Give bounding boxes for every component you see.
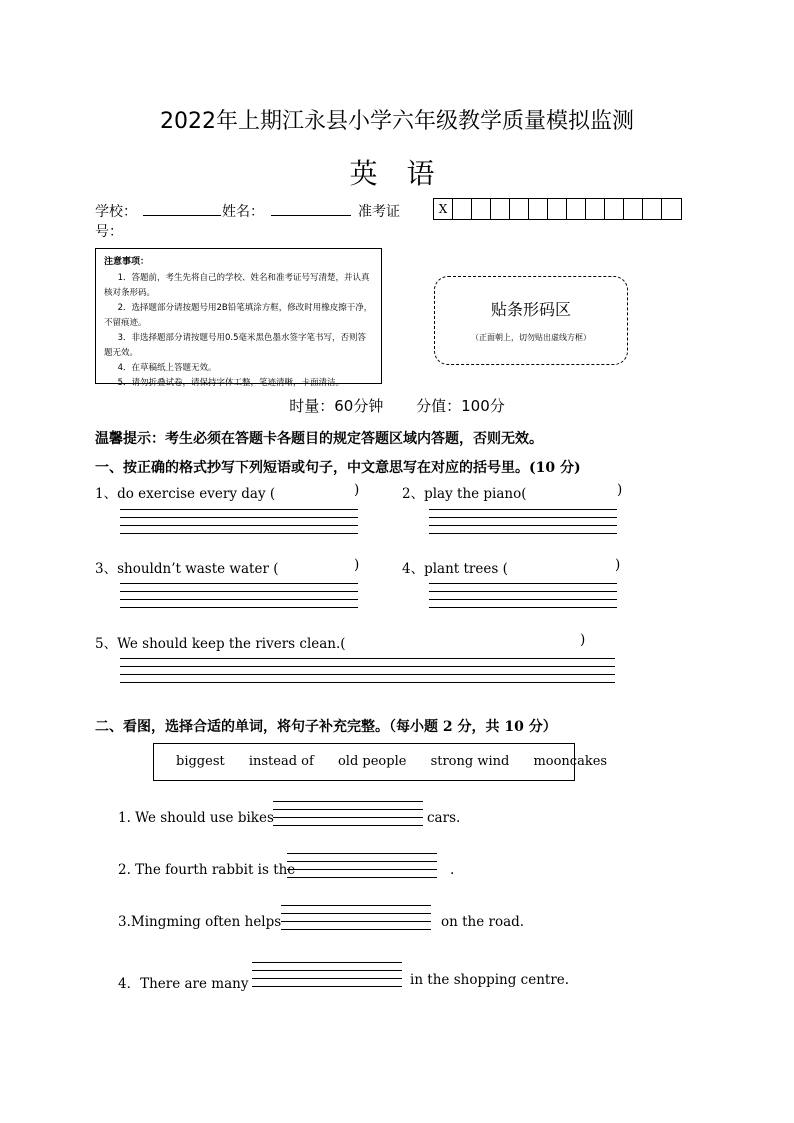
answer-lines[interactable] xyxy=(120,583,358,615)
exam-tip: 温馨提示：考生必须在答题卡各题目的规定答题区域内答题，否则无效。 xyxy=(95,431,543,447)
sentence-end: cars. xyxy=(427,810,461,826)
exam-time: 时量：60分钟 xyxy=(289,397,384,415)
notes-item: 3．非选择题部分请按题号用0.5毫米黑色墨水签字笔书写，否则答题无效。 xyxy=(104,333,367,358)
word-option: biggest xyxy=(176,754,225,769)
notes-item: 1．答题前，考生先将自己的学校、姓名和准考证号写清楚，并认真核对条形码。 xyxy=(104,273,370,298)
exam-id-cell[interactable] xyxy=(491,199,510,219)
school-field[interactable] xyxy=(143,215,221,216)
answer-lines[interactable] xyxy=(287,853,437,885)
question-text: 2、play the piano( xyxy=(402,486,527,502)
subject-title: 英 语 xyxy=(349,157,445,190)
question-close-paren: ) xyxy=(580,632,586,648)
exam-id-cell[interactable] xyxy=(548,199,567,219)
answer-lines[interactable] xyxy=(429,509,617,541)
exam-id-cell[interactable]: X xyxy=(434,199,453,219)
answer-lines[interactable] xyxy=(273,801,423,833)
exam-id-cell[interactable] xyxy=(453,199,472,219)
sentence-start: 3.Mingming often helps xyxy=(118,914,282,930)
notes-item: 2．选择题部分请按题号用2B铅笔填涂方框，修改时用橡皮擦干净，不留痕迹。 xyxy=(104,303,373,328)
exam-id-cell[interactable] xyxy=(662,199,681,219)
word-option: mooncakes xyxy=(533,754,608,769)
answer-lines[interactable] xyxy=(281,905,431,937)
question-close-paren: ) xyxy=(617,482,623,498)
exam-score: 分值：100分 xyxy=(416,397,505,415)
name-field[interactable] xyxy=(271,215,351,216)
question-text: 4、plant trees ( xyxy=(402,561,508,577)
exam-id-cell[interactable] xyxy=(605,199,624,219)
sentence-end: in the shopping centre. xyxy=(410,972,570,988)
notes-item: 4．在草稿纸上答题无效。 xyxy=(117,363,217,373)
notes-title: 注意事项： xyxy=(104,257,150,267)
answer-lines[interactable] xyxy=(120,658,615,690)
word-bank xyxy=(153,743,608,781)
page-title: 2022年上期江永县小学六年级教学质量模拟监测 xyxy=(160,109,634,134)
barcode-title: 贴条形码区 xyxy=(490,300,571,319)
answer-lines[interactable] xyxy=(252,962,402,994)
question-close-paren: ) xyxy=(615,557,621,573)
question-close-paren: ) xyxy=(354,482,360,498)
word-option: strong wind xyxy=(430,754,510,769)
exam-id-cell[interactable] xyxy=(529,199,548,219)
school-label: 学校： xyxy=(95,204,137,220)
question-text: 3、shouldn’t waste water ( xyxy=(95,561,279,577)
exam-id-cell[interactable] xyxy=(567,199,586,219)
exam-id-cell[interactable] xyxy=(624,199,643,219)
exam-id-label: 准考证 xyxy=(358,204,400,220)
section2-heading: 二、看图，选择合适的单词，将句子补充完整。（每小题 2 分，共 10 分） xyxy=(95,719,557,735)
answer-lines[interactable] xyxy=(429,583,617,615)
word-option: instead of xyxy=(248,754,314,769)
name-label: 姓名： xyxy=(222,204,264,220)
sentence-end: on the road. xyxy=(441,914,525,930)
notes-box xyxy=(95,248,382,388)
exam-id-cell[interactable] xyxy=(643,199,662,219)
answer-lines[interactable] xyxy=(120,509,358,541)
question-text: 1、do exercise every day ( xyxy=(95,486,276,502)
exam-meta xyxy=(0,395,794,416)
exam-id-cell[interactable] xyxy=(472,199,491,219)
sentence-start: 1. We should use bikes xyxy=(118,810,274,826)
exam-id-cell[interactable] xyxy=(510,199,529,219)
barcode-area xyxy=(434,276,628,365)
sentence-end: . xyxy=(450,862,455,878)
exam-id-cell[interactable] xyxy=(586,199,605,219)
barcode-subtitle: （正面朝上，切勿贴出虚线方框） xyxy=(471,333,591,342)
sentence-start: 2. The fourth rabbit is the xyxy=(118,862,296,878)
exam-id-grid[interactable] xyxy=(433,198,682,220)
exam-id-label-continued: 号： xyxy=(95,224,123,240)
sentence-start: 4．There are many xyxy=(118,976,249,992)
question-close-paren: ) xyxy=(354,557,360,573)
section1-heading: 一、按正确的格式抄写下列短语或句子，中文意思写在对应的括号里。(10 分) xyxy=(95,460,581,476)
question-text: 5、We should keep the rivers clean.( xyxy=(95,636,346,652)
notes-item: 5．请勿折叠试卷，请保持字体工整，笔迹清晰，卡面清洁。 xyxy=(117,378,345,388)
word-option: old people xyxy=(337,754,407,769)
